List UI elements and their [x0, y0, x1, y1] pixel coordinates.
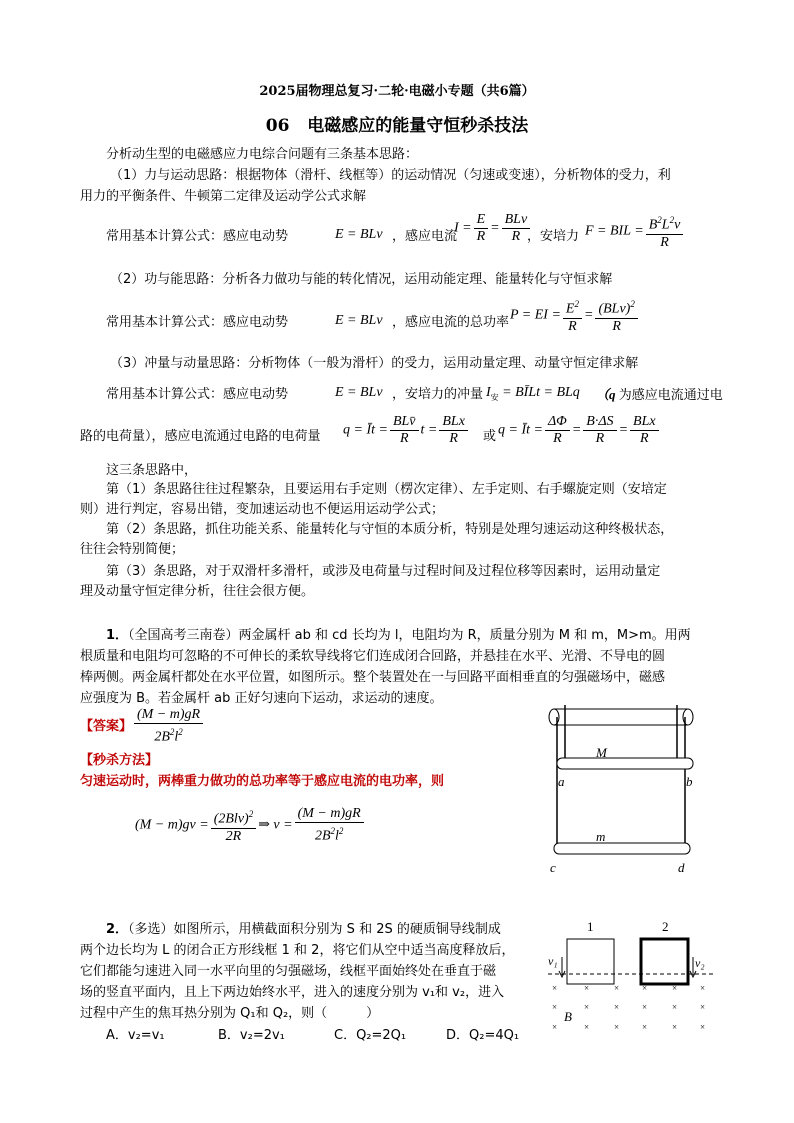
s1-line1: 第（1）条思路往往过程繁杂，且要运用右手定则（楞次定律）、左手定则、右手螺旋定则（安培定 [106, 482, 667, 497]
q2-line4: 场的竖直平面内，且上下两边始终水平，进入的速度分别为 v₁和 v₂，进入 [80, 985, 505, 1000]
B-label: B [564, 1009, 572, 1024]
impulse-formula: $I_安$ = BĪLt = BLq [486, 385, 580, 402]
frame2 [641, 939, 688, 984]
svg-text:×: × [700, 983, 706, 993]
q2-option-a: A．v₂=v₁ [106, 1028, 165, 1043]
q1-answer-label: 【答案】 [80, 719, 133, 734]
q2-line3: 它们都能匀速进入同一水平向里的匀强磁场，线框平面始终处在垂直于磁 [80, 964, 497, 979]
q1-method-label: 【秒杀方法】 [80, 753, 159, 768]
svg-text:×: × [700, 1002, 706, 1012]
svg-text:×: × [642, 1022, 648, 1032]
svg-text:×: × [672, 1002, 678, 1012]
intro-lead: 分析动生型的电磁感应力电综合问题有三条基本思路： [106, 147, 419, 162]
p1-line1: （1）力与运动思路：根据物体（滑杆、线框等）的运动情况（匀速或变速），分析物体的受力，利 [110, 168, 671, 183]
frame2-label: 2 [662, 919, 669, 934]
svg-text:×: × [552, 1022, 558, 1032]
p3-formula-line2: 路的电荷量），感应电流通过电路的电荷量 [80, 429, 321, 444]
p2-formula-label: 常用基本计算公式：感应电动势 [106, 315, 289, 330]
svg-text:×: × [614, 1002, 620, 1012]
q2-line5: 过程中产生的焦耳热分别为 Q₁和 Q₂，则（ ） [80, 1006, 380, 1021]
topic-number: 06 [265, 116, 290, 136]
q1-figure [542, 700, 702, 878]
v1-label: v₁ [548, 954, 558, 968]
emf-formula-3: E = BLv [335, 385, 383, 400]
q1-line3: 棒两侧。两金属杆都处在水平位置，如图所示。整个装置处在一与回路平面相垂直的匀强磁场中，磁感 [80, 670, 666, 685]
p2-formula-mid: ，感应电流的总功率 [392, 315, 510, 330]
emf-formula-1: E = BLv [335, 227, 383, 242]
s3-line2: 理及动量守恒定律分析，往往会很方便。 [80, 584, 315, 599]
q1-line2: 根质量和电阻均可忽略的不可伸长的柔软导线将它们连成闭合回路，并悬挂在水平、光滑、不导电的圆 [80, 649, 666, 664]
svg-text:×: × [642, 983, 648, 993]
svg-text:×: × [614, 1022, 620, 1032]
p1-formula-mid1: ，感应电流 [392, 229, 458, 244]
p1-formula-mid2: ，安培力 [527, 229, 580, 244]
p3-formula-label: 常用基本计算公式：感应电动势 [106, 387, 289, 402]
q1-line1 [106, 627, 691, 644]
q1-answer-formula: $\frac{(M - m)gR}{2B^2l^2}$ [132, 707, 205, 746]
p3-formula-mid: ，安培力的冲量 [392, 387, 484, 402]
q1-solution-formula: (M − m)gv = $\frac{(2Blv)^2}{2R}$ ⇒ v = $\frac{(M - m)gR}{2B^2l^2}$ [135, 806, 366, 845]
s1-line2: 则）进行判定，容易出错，变加速运动也不便运用运动学公式； [80, 502, 445, 517]
label-M: M [596, 745, 607, 760]
q2-line1 [106, 921, 501, 938]
svg-text:×: × [584, 983, 590, 993]
topic-title [0, 111, 794, 136]
q1-line1-text: （全国高考三南卷）两金属杆 ab 和 cd 长均为 l，电阻均为 R，质量分别为 M 和 m，M>m。用两 [128, 628, 691, 643]
frame1-label: 1 [587, 919, 594, 934]
frame1 [567, 939, 614, 984]
power-formula: P = EI = $\frac{E^2}{R}$ = $\frac{(BLv)^2}{R}$ [510, 296, 640, 335]
p1-formula-row [106, 228, 288, 245]
q1-line4: 应强度为 B。若金属杆 ab 正好匀速向下运动，求运动的速度。 [80, 691, 443, 706]
q2-option-c: C．Q₂=2Q₁ [334, 1028, 407, 1043]
ampere-force-formula: F = BIL = $\frac{B^2L^2v}{R}$ [585, 212, 685, 251]
s2-line2: 往往会特别简便； [80, 542, 185, 557]
p3-formula-or: 或 [483, 429, 497, 444]
rod-cd [554, 843, 690, 854]
s3-line1: 第（3）条思路，对于双滑杆多滑杆，或涉及电荷量与过程时间及过程位移等因素时，运用动量定 [106, 564, 661, 579]
q2-option-b: B．v₂=2v₁ [218, 1028, 285, 1043]
rod-ab [557, 758, 693, 769]
svg-text:×: × [642, 1002, 648, 1012]
s2-line1: 第（2）条思路，抓住功能关系、能量转化与守恒的本质分析，特别是处理匀速运动这种终极状态， [106, 522, 674, 537]
svg-text:×: × [700, 1022, 706, 1032]
p1-formula-label: 常用基本计算公式：感应电动势 [106, 229, 289, 244]
p2-line: （2）功与能思路：分析各力做功与能的转化情况，运用动能定理、能量转化与守恒求解 [110, 272, 613, 287]
svg-text:×: × [672, 1022, 678, 1032]
q2-number: 2． [106, 922, 129, 937]
svg-text:×: × [584, 1002, 590, 1012]
label-b: b [686, 774, 693, 789]
q2-line2: 两个边长均为 L 的闭合正方形线框 1 和 2，将它们从空中适当高度释放后， [80, 943, 515, 958]
p3-line: （3）冲量与动量思路：分析物体（一般为滑杆）的受力，运用动量定理、动量守恒定律求解 [110, 356, 639, 371]
svg-text:×: × [584, 1022, 590, 1032]
series-title: 2025届物理总复习·二轮·电磁小专题（共6篇） [259, 84, 535, 99]
charge-formula-1: q = Īt = $\frac{\text{BLv̄}}{R}$ t = $\frac{\text{BLx}}{R}$ [343, 414, 470, 447]
q2-line1-text: （多选）如图所示，用横截面积分别为 S 和 2S 的硬质铜导线制成 [128, 922, 501, 937]
svg-text:×: × [552, 983, 558, 993]
p1-line2: 用力的平衡条件、牛顿第二定律及运动学公式求解 [80, 189, 367, 204]
topic-name: 电磁感应的能量守恒秒杀技法 [307, 116, 529, 136]
current-formula: I = $\frac{E}{R}$ = $\frac{\text{BLv}}{R}$ [454, 212, 532, 245]
q2-option-d: D．Q₂=4Q₁ [446, 1028, 520, 1043]
svg-text:×: × [552, 1002, 558, 1012]
v2-label: v₂ [695, 956, 705, 970]
q1-method-text: 匀速运动时，两棒重力做功的总功率等于感应电流的电功率，则 [80, 774, 445, 789]
q1-number: 1． [106, 628, 129, 643]
p3-formula-tail1: 为感应电流通过电 [618, 388, 723, 403]
q2-figure [540, 915, 720, 1040]
svg-text:×: × [614, 983, 620, 993]
summary-lead: 这三条思路中， [106, 463, 198, 478]
label-d: d [678, 860, 685, 875]
magnetic-field-crosses [552, 983, 705, 1032]
label-a: a [558, 774, 565, 789]
svg-text:×: × [672, 983, 678, 993]
p3-formula-tail: （q 为感应电流通过电 [596, 387, 723, 403]
label-m: m [596, 829, 606, 844]
label-c: c [550, 860, 556, 875]
charge-formula-2: q = Īt = $\frac{\Delta\Phi}{R}$ = $\frac{B\cdot\Delta S}{R}$ = $\frac{\text{BLx}}{R}$ [498, 414, 661, 447]
emf-formula-2: E = BLv [335, 313, 383, 328]
